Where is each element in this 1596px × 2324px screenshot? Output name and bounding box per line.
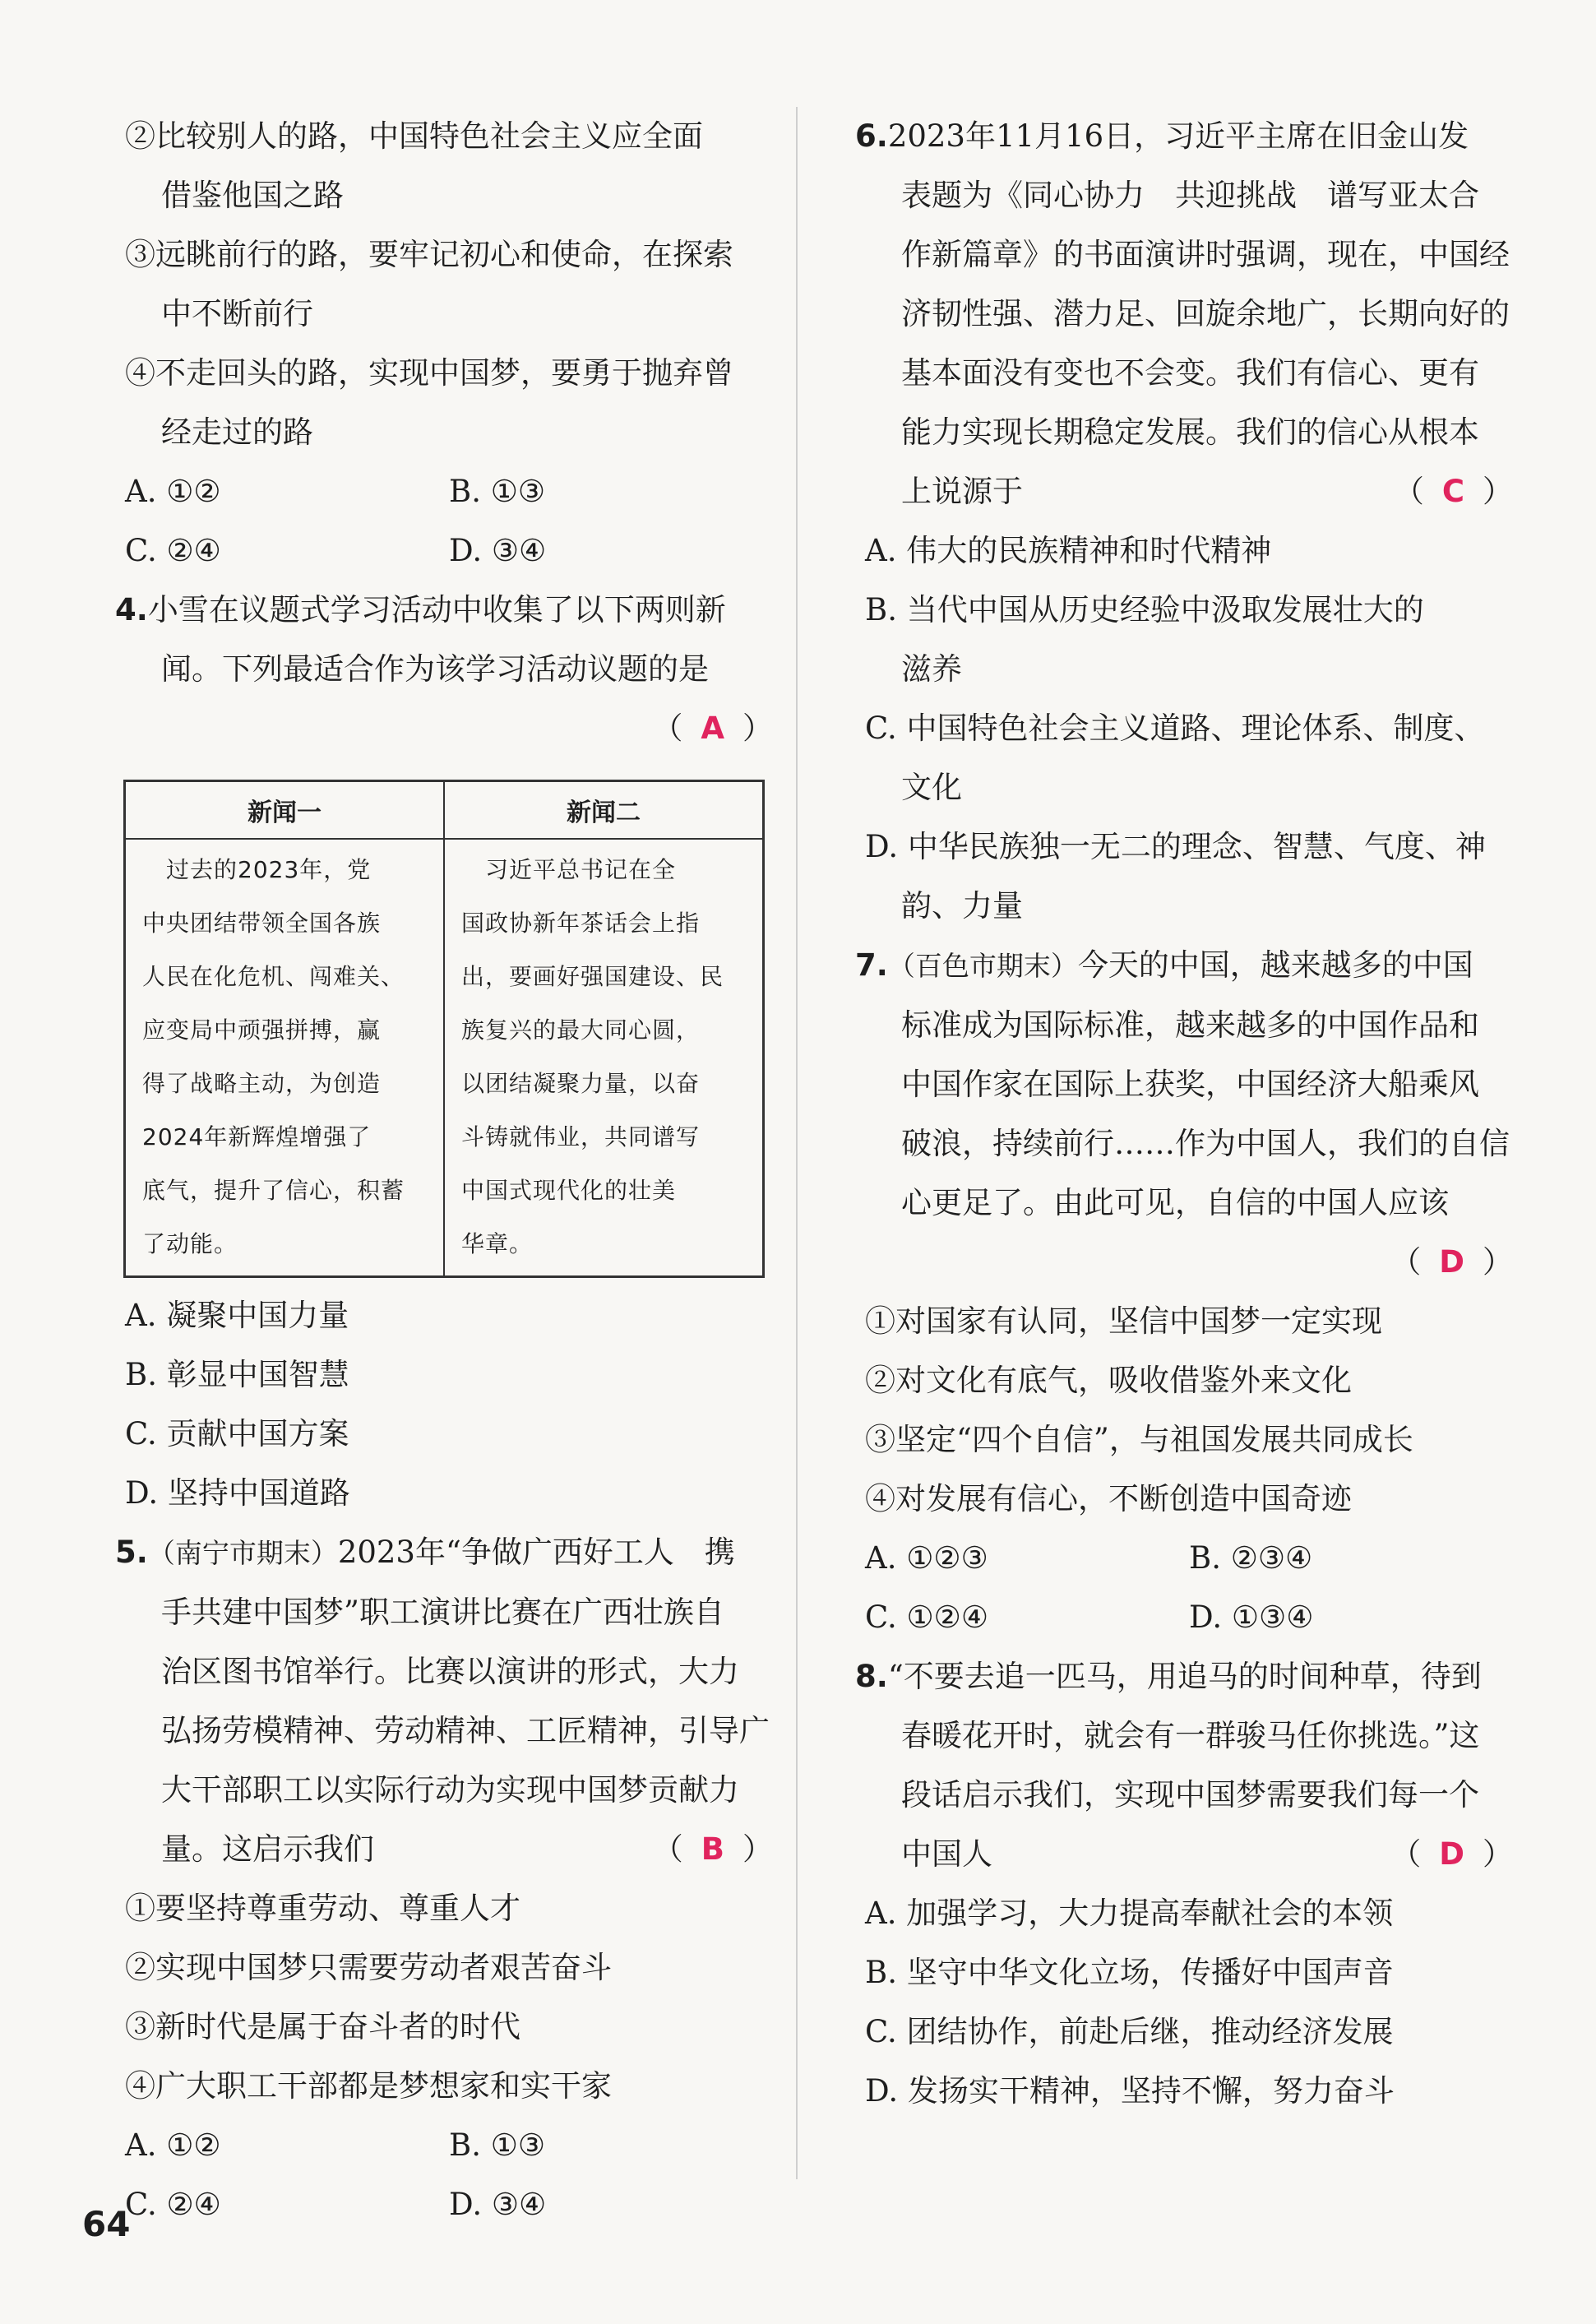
- q5-option-b: B. ①③: [449, 2127, 546, 2163]
- q8-line1: [855, 1647, 1513, 1706]
- q5-options-row2: [115, 2175, 773, 2234]
- q5-item-4: ④广大职工干部都是梦想家和实干家: [125, 2068, 612, 2104]
- question-5: [115, 1523, 773, 2234]
- news-1-body: [125, 839, 445, 1277]
- page-number: 64: [82, 2204, 131, 2244]
- q4-option-c: C. 贡献中国方案: [125, 1416, 349, 1451]
- q7-options-row1: [855, 1529, 1513, 1588]
- q7-item-2: ②对文化有底气，吸收借鉴外来文化: [865, 1363, 1352, 1398]
- q6-text-7-content: 上说源于: [901, 474, 1023, 509]
- q3-options-row1: [115, 462, 773, 521]
- q4-number: 4.: [115, 592, 148, 627]
- q4-answer-line: [115, 699, 773, 758]
- q7-item-1: ①对国家有认同，坚信中国梦一定实现: [865, 1303, 1382, 1339]
- news-1-line: 人民在化危机、闯难关、: [142, 963, 405, 990]
- q6-text-2: 表题为《同心协力 共迎挑战 谱写亚太合: [901, 178, 1479, 213]
- q8-text-3: 段话启示我们，实现中国梦需要我们每一个: [901, 1777, 1479, 1812]
- q7-option-a: A. ①②③: [865, 1540, 988, 1576]
- q3-option-b: B. ①③: [449, 474, 546, 509]
- q3-options-row2: [115, 521, 773, 581]
- news-1-line: 底气，提升了信心，积蓄: [142, 1177, 405, 1204]
- q7-text-first: 今天的中国，越来越多的中国: [1077, 947, 1473, 983]
- q3-item-3-line2: 中不断前行: [161, 296, 313, 331]
- q7-text-2: 标准成为国际标准，越来越多的中国作品和: [901, 1007, 1479, 1043]
- q5-item-1: ①要坚持尊重劳动、尊重人才: [125, 1891, 520, 1926]
- q5-option-a: A. ①②: [125, 2127, 221, 2163]
- news-1-header: 新闻一: [125, 781, 445, 840]
- q5-number: 5.: [115, 1535, 148, 1570]
- q8-answer: D: [1439, 1836, 1464, 1872]
- news-1-line: 过去的2023年，党: [142, 856, 372, 883]
- q3-item-2-line2: 借鉴他国之路: [161, 178, 344, 213]
- q7-source: （百色市期末）: [887, 950, 1078, 982]
- q6-option-b-line1: B. 当代中国从历史经验中汲取发展壮大的: [865, 592, 1424, 627]
- q4-answer-bracket: （ A ）: [652, 711, 773, 746]
- q7-text-5: 心更足了。由此可见，自信的中国人应该: [901, 1185, 1449, 1220]
- q6-option-c-line1: C. 中国特色社会主义道路、理论体系、制度、: [865, 711, 1485, 746]
- q5-item-2: ②实现中国梦只需要劳动者艰苦奋斗: [125, 1950, 612, 1985]
- q8-option-b: B. 坚守中华文化立场，传播好中国声音: [865, 1955, 1394, 1990]
- q5-line1: [115, 1523, 773, 1583]
- q3-option-d: D. ③④: [449, 533, 547, 568]
- q5-option-d: D. ③④: [449, 2187, 547, 2222]
- q6-option-d-line1: D. 中华民族独一无二的理念、智慧、气度、神: [865, 829, 1486, 864]
- question-7: [855, 936, 1513, 1647]
- q5-text-2: 手共建中国梦”职工演讲比赛在广西壮族自: [161, 1595, 724, 1630]
- q4-answer: A: [701, 711, 724, 746]
- q4-line1: [115, 581, 773, 640]
- news-2-line: 出，要画好强国建设、民: [461, 963, 724, 990]
- q7-item-3: ③坚定“四个自信”，与祖国发展共同成长: [865, 1422, 1413, 1457]
- question-8: [855, 1647, 1513, 2121]
- q3-item-4-line1: ④不走回头的路，实现中国梦，要勇于抛弃曾: [125, 355, 733, 391]
- q6-answer: C: [1441, 474, 1464, 509]
- news-1-line: 了动能。: [142, 1230, 238, 1257]
- q7-number: 7.: [855, 947, 888, 983]
- q4-option-d: D. 坚持中国道路: [125, 1475, 350, 1511]
- q5-answer-bracket: （ B ）: [652, 1831, 773, 1867]
- q7-option-c: C. ①②④: [865, 1599, 989, 1635]
- q7-text-3: 中国作家在国际上获奖，中国经济大船乘风: [901, 1067, 1479, 1102]
- q5-text-4: 弘扬劳模精神、劳动精神、工匠精神，引导广: [161, 1713, 770, 1748]
- q3-item-2-line1: ②比较别人的路，中国特色社会主义应全面: [125, 118, 703, 154]
- q7-line1: [855, 936, 1513, 996]
- q5-answer: B: [701, 1831, 724, 1867]
- q6-option-a: A. 伟大的民族精神和时代精神: [865, 533, 1272, 568]
- q7-item-4: ④对发展有信心，不断创造中国奇迹: [865, 1481, 1352, 1516]
- q3-option-a: A. ①②: [125, 474, 221, 509]
- question-6: [855, 107, 1513, 936]
- q5-text-6-content: 量。这启示我们: [161, 1831, 374, 1867]
- q6-option-d-line2: 韵、力量: [901, 888, 1023, 924]
- q5-text-6: [115, 1820, 773, 1879]
- q7-answer: D: [1439, 1244, 1464, 1280]
- q6-text-5: 基本面没有变也不会变。我们有信心、更有: [901, 355, 1479, 391]
- q8-answer-bracket: （ D ）: [1390, 1836, 1513, 1872]
- news-1-line: 中央团结带领全国各族: [142, 910, 382, 937]
- news-1-line: 2024年新辉煌增强了: [142, 1123, 372, 1150]
- q6-text-7: [855, 462, 1513, 521]
- q8-text-4-content: 中国人: [901, 1836, 992, 1872]
- news-2-line: 族复兴的最大同心圆，: [461, 1016, 701, 1044]
- q8-text-4: [855, 1825, 1513, 1884]
- q3-item-4-line2: 经走过的路: [161, 414, 313, 450]
- q7-option-b: B. ②③④: [1189, 1540, 1313, 1576]
- left-column: [115, 107, 773, 2234]
- q5-options-row1: [115, 2116, 773, 2175]
- q3-item-3-line1: ③远眺前行的路，要牢记初心和使命，在探索: [125, 237, 733, 272]
- q8-option-c: C. 团结协作，前赴后继，推动经济发展: [865, 2014, 1394, 2049]
- q6-text-4: 济韧性强、潜力足、回旋余地广，长期向好的: [901, 296, 1510, 331]
- q3-items: [115, 107, 773, 462]
- q8-number: 8.: [855, 1659, 888, 1694]
- news-2-line: 华章。: [461, 1230, 534, 1257]
- q8-option-d: D. 发扬实干精神，坚持不懈，努力奋斗: [865, 2073, 1395, 2109]
- q3-option-c: C. ②④: [125, 533, 221, 568]
- q7-option-d: D. ①③④: [1189, 1599, 1314, 1635]
- q5-option-c: C. ②④: [125, 2187, 221, 2222]
- news-1-line: 得了战略主动，为创造: [142, 1070, 382, 1097]
- news-2-header: 新闻二: [444, 781, 764, 840]
- right-column: [855, 107, 1513, 2121]
- news-2-line: 斗铸就伟业，共同谱写: [461, 1123, 701, 1150]
- q6-option-b-line2: 滋养: [901, 651, 962, 687]
- q5-text-3: 治区图书馆举行。比赛以演讲的形式，大力: [161, 1654, 739, 1689]
- q7-text-4: 破浪，持续前行……作为中国人，我们的自信: [901, 1126, 1510, 1161]
- news-2-line: 习近平总书记在全: [461, 856, 677, 883]
- q6-line1: [855, 107, 1513, 166]
- news-2-line: 以团结凝聚力量，以奋: [461, 1070, 701, 1097]
- q4-option-b: B. 彰显中国智慧: [125, 1357, 349, 1392]
- q5-item-3: ③新时代是属于奋斗者的时代: [125, 2009, 520, 2044]
- q6-option-c-line2: 文化: [901, 770, 962, 805]
- question-4: [115, 581, 773, 1523]
- q7-answer-bracket: （ D ）: [1390, 1244, 1513, 1280]
- column-divider: [796, 107, 798, 2179]
- q5-text-first: 2023年“争做广西好工人 携: [337, 1535, 735, 1570]
- q6-text-first: 2023年11月16日，习近平主席在旧金山发: [887, 118, 1469, 154]
- q6-number: 6.: [855, 118, 888, 154]
- q4-option-a: A. 凝聚中国力量: [125, 1298, 349, 1333]
- news-1-line: 应变局中顽强拼搏，赢: [142, 1016, 382, 1044]
- q8-text-2: 春暖花开时，就会有一群骏马任你挑选。”这: [901, 1718, 1480, 1753]
- q7-options-row2: [855, 1588, 1513, 1647]
- q6-answer-bracket: （ C ）: [1393, 474, 1513, 509]
- news-2-line: 国政协新年茶话会上指: [461, 910, 701, 937]
- q4-text-2: 闻。下列最适合作为该学习活动议题的是: [161, 651, 709, 687]
- q7-answer-line: [855, 1233, 1513, 1292]
- q5-source: （南宁市期末）: [147, 1537, 338, 1569]
- news-table: [123, 780, 765, 1278]
- q4-text-1: 小雪在议题式学习活动中收集了以下两则新: [147, 592, 726, 627]
- q6-text-3: 作新篇章》的书面演讲时强调，现在，中国经: [901, 237, 1510, 272]
- q5-text-5: 大干部职工以实际行动为实现中国梦贡献力: [161, 1772, 739, 1808]
- news-2-body: [444, 839, 764, 1277]
- q6-text-6: 能力实现长期稳定发展。我们的信心从根本: [901, 414, 1479, 450]
- news-2-line: 中国式现代化的壮美: [461, 1177, 677, 1204]
- q8-option-a: A. 加强学习，大力提高奉献社会的本领: [865, 1896, 1394, 1931]
- q8-text-1: “不要去追一匹马，用追马的时间种草，待到: [887, 1659, 1482, 1694]
